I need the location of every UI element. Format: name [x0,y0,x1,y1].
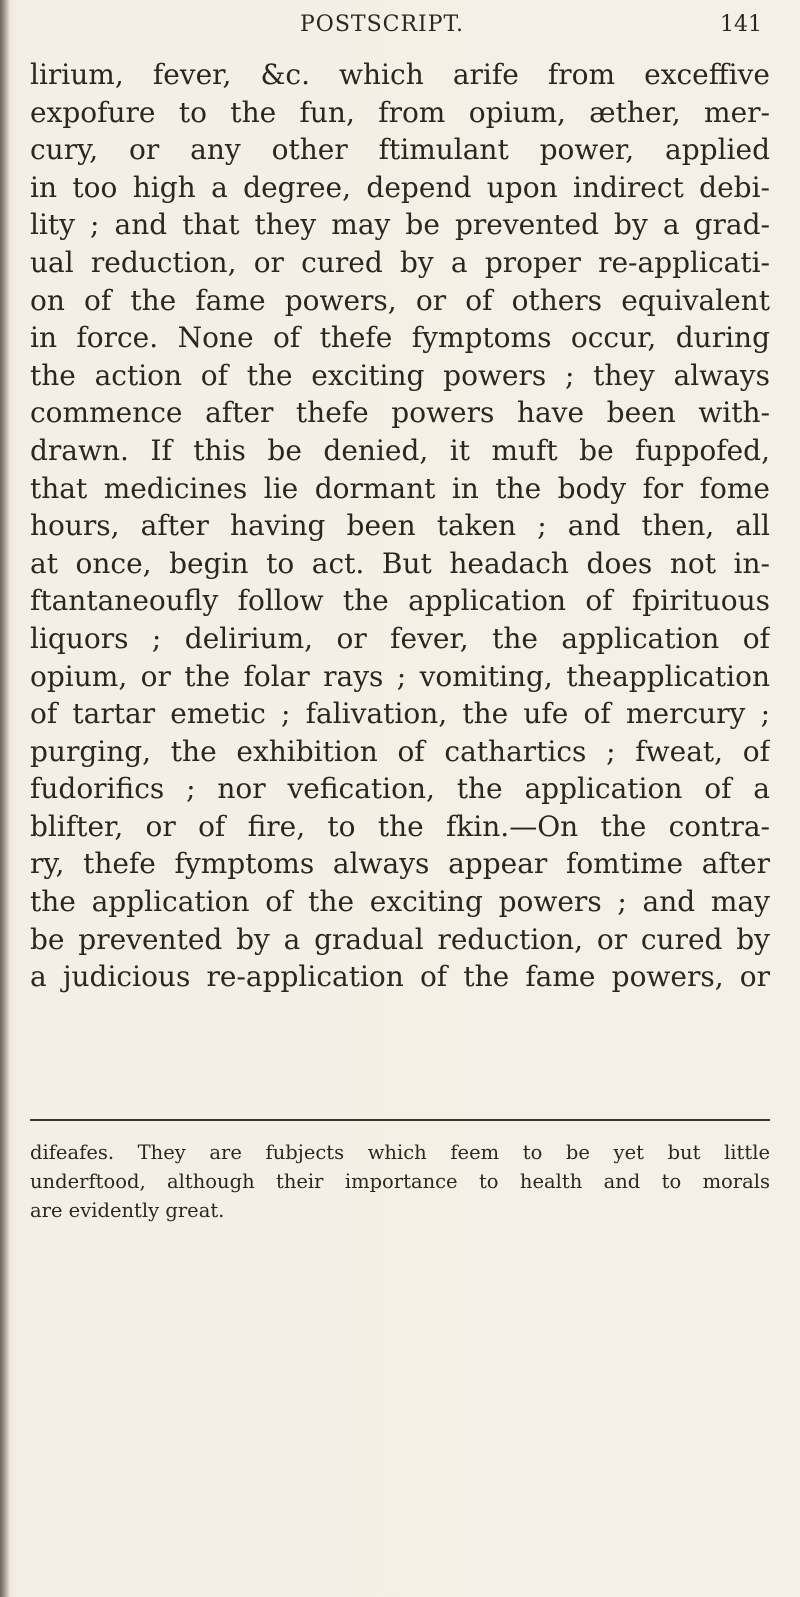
running-head [0,12,800,42]
text-line: at once, begin to act. But headach does not in- [30,546,770,580]
text-line: be prevented by a gradual reduction, or cured by [30,922,770,956]
text-line: expofure to the fun, from opium, æther, mer- [30,95,770,129]
footnote-line: underftood, although their importance to health and to morals [30,1170,770,1193]
text-line: that medicines lie dormant in the body for fome [30,471,770,505]
text-line: fudorifics ; nor vefication, the application of a [30,772,770,806]
page-number: 141 [720,12,762,37]
footnote-line: are evidently great. [30,1199,225,1222]
body-text [30,56,770,996]
running-head-title: POSTSCRIPT. [300,12,464,37]
text-line: liquors ; delirium, or fever, the application of [30,621,770,655]
text-line: opium, or the folar rays ; vomiting, theapplication [30,659,770,693]
text-line: hours, after having been taken ; and then, all [30,509,770,543]
footnote-rule [30,1119,770,1121]
text-line: in too high a degree, depend upon indirect debi- [30,170,770,204]
text-line: ftantaneoufly follow the application of fpirituous [30,584,770,618]
text-line: the action of the exciting powers ; they always [30,358,770,392]
text-line: commence after thefe powers have been with- [30,396,770,430]
text-line: lirium, fever, &c. which arife from exceffive [30,58,770,91]
text-line: of tartar emetic ; falivation, the ufe of mercury ; [30,697,770,731]
text-line: ual reduction, or cured by a proper re-applicati- [30,245,770,279]
text-line: ry, thefe fymptoms always appear fomtime after [30,847,770,881]
footnote-line: difeafes. They are fubjects which feem to be yet but little [30,1141,770,1164]
text-line: drawn. If this be denied, it muft be fuppofed, [30,433,770,467]
text-line: blifter, or of fire, to the fkin.—On the contra- [30,809,770,843]
text-line: cury, or any other ftimulant power, applied [30,133,770,167]
text-line: a judicious re-application of the fame powers, or [30,960,770,994]
text-line: in force. None of thefe fymptoms occur, during [30,321,770,355]
text-line: the application of the exciting powers ; and may [30,885,770,919]
text-line: purging, the exhibition of cathartics ; fweat, of [30,734,770,768]
text-line: lity ; and that they may be prevented by a grad- [30,208,770,242]
footnote [30,1138,770,1225]
binding-edge [0,0,10,1597]
text-line: on of the fame powers, or of others equivalent [30,283,770,317]
